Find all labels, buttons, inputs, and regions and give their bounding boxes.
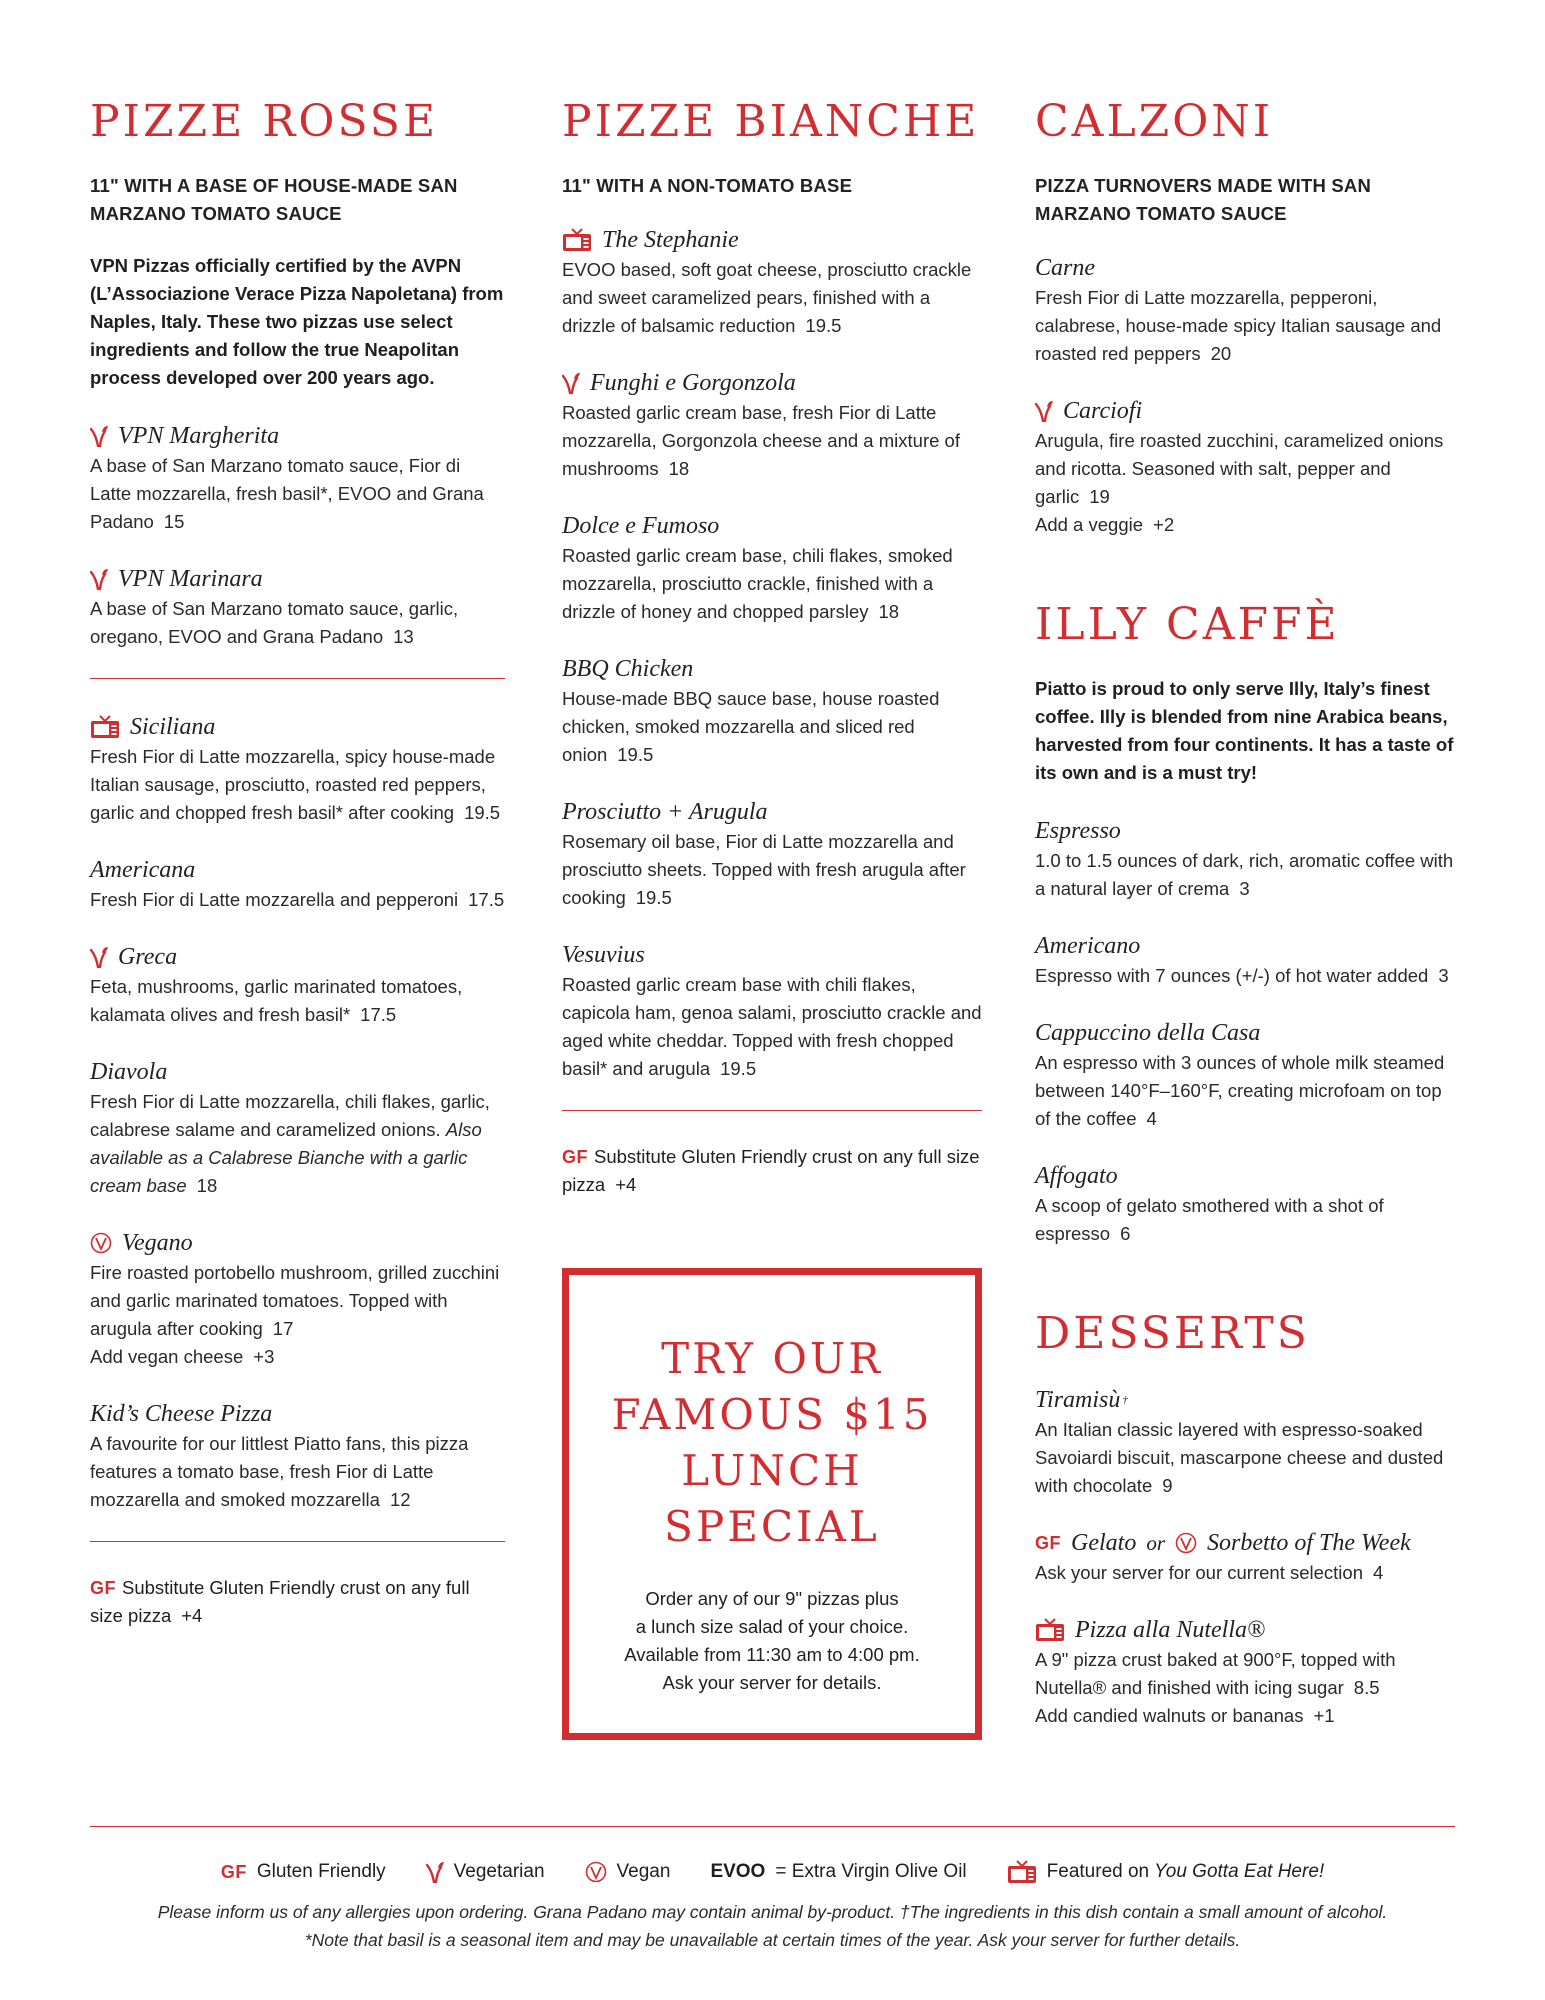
vegan-icon <box>585 1861 607 1883</box>
item-name: Carne <box>1035 255 1095 281</box>
item-desc: Espresso with 7 ounces (+/-) of hot water added <box>1035 965 1429 986</box>
item-addon-price: +1 <box>1313 1705 1335 1726</box>
item-desc: Feta, mushrooms, garlic marinated tomatoes, kalamata olives and fresh basil* <box>90 976 463 1025</box>
item-price: 12 <box>389 1489 411 1510</box>
menu-item <box>90 563 505 651</box>
item-name: VPN Margherita <box>118 423 280 449</box>
item-name: Carciofi <box>1063 398 1143 424</box>
item-desc: Arugula, fire roasted zucchini, caramelized onions and ricotta. Seasoned with salt, pepper and garlic <box>1035 430 1444 507</box>
item-desc: Fresh Fior di Latte mozzarella, chili flakes, garlic, calabrese salame and caramelized onions. <box>90 1091 490 1140</box>
item-name: Vesuvius <box>562 942 645 968</box>
item-name-or: or <box>1146 1531 1166 1555</box>
pizze-rosse-section <box>90 96 505 1630</box>
right-column <box>1035 96 1455 1757</box>
item-name: Greca <box>118 944 178 970</box>
section-title: ILLY CAFFÈ <box>1035 599 1340 650</box>
item-addon-price: +2 <box>1153 514 1175 535</box>
menu-item <box>562 367 982 483</box>
item-desc: Ask your server for our current selection <box>1035 1562 1363 1583</box>
section-subtitle: 11" WITH A NON-TOMATO BASE <box>562 175 853 196</box>
item-desc: An Italian classic layered with espresso-soaked Savoiardi biscuit, mascarpone cheese and dusted with chocolate <box>1035 1419 1444 1496</box>
legend-label: Vegetarian <box>453 1861 545 1882</box>
item-name: Diavola <box>90 1059 168 1085</box>
legend-vegan <box>585 1861 671 1883</box>
menu-item <box>1035 1384 1455 1500</box>
item-price: 3 <box>1438 965 1449 986</box>
item-price: 19.5 <box>635 887 672 908</box>
item-price: 13 <box>393 626 414 647</box>
lunch-line: Ask your server for details. <box>662 1672 882 1693</box>
lunch-special-title: TRY OUR FAMOUS $15 LUNCH SPECIAL <box>611 1334 933 1551</box>
item-name: Americana <box>90 857 196 883</box>
item-price: 4 <box>1373 1562 1384 1583</box>
lunch-line: Order any of our 9" pizzas plus <box>645 1588 899 1609</box>
alcohol-mark: † <box>1122 1394 1128 1406</box>
menu-item <box>1035 252 1455 368</box>
menu-item <box>90 420 505 536</box>
vegetarian-icon <box>90 946 108 968</box>
section-subtitle: 11" WITH A BASE OF HOUSE-MADE SAN MARZANO TOMATO SAUCE <box>90 175 458 224</box>
item-name: Americano <box>1035 933 1141 959</box>
item-price: 19.5 <box>464 802 501 823</box>
gf-note <box>90 1574 505 1630</box>
evoo-label: EVOO <box>710 1861 766 1882</box>
item-price: 15 <box>163 511 185 532</box>
item-name: Funghi e Gorgonzola <box>590 370 796 396</box>
item-name: Espresso <box>1035 818 1121 844</box>
menu-item <box>1035 1017 1455 1133</box>
legend-show-name: You Gotta Eat Here! <box>1154 1861 1325 1882</box>
menu-item <box>562 224 982 340</box>
item-addon: Add a veggie <box>1035 514 1144 535</box>
item-name: Vegano <box>122 1230 193 1256</box>
legend-label: = Extra Virgin Olive Oil <box>775 1861 967 1882</box>
item-price: 9 <box>1162 1475 1173 1496</box>
item-price: 19.5 <box>617 744 654 765</box>
item-desc: A 9" pizza crust baked at 900°F, topped with Nutella® and finished with icing sugar <box>1035 1649 1396 1698</box>
legend-gf <box>221 1861 386 1883</box>
item-name: Dolce e Fumoso <box>562 513 720 539</box>
item-desc: Fresh Fior di Latte mozzarella, spicy house-made Italian sausage, prosciutto, roasted red peppers, garlic and chopped fresh basil* after cooking <box>90 746 496 823</box>
menu-item <box>90 941 505 1029</box>
item-price: 17.5 <box>360 1004 397 1025</box>
gf-note-text: Substitute Gluten Friendly crust on any full size pizza <box>562 1146 980 1195</box>
caffe-intro: Piatto is proud to only serve Illy, Italy’s finest coffee. Illy is blended from nine Arabica beans, harvested from four continents. It has a taste of its own and is a must try! <box>1035 678 1454 783</box>
menu-item <box>562 796 982 912</box>
item-name: BBQ Chicken <box>562 656 694 682</box>
tv-icon <box>90 715 120 739</box>
item-desc: A scoop of gelato smothered with a shot of espresso <box>1035 1195 1384 1244</box>
item-price: 18 <box>878 601 900 622</box>
item-desc: 1.0 to 1.5 ounces of dark, rich, aromatic coffee with a natural layer of crema <box>1035 850 1454 899</box>
section-title: CALZONI <box>1035 96 1274 147</box>
item-desc: Roasted garlic cream base, chili flakes, smoked mozzarella, prosciutto crackle, finished with a drizzle of honey and chopped parsley <box>562 545 953 622</box>
item-desc: EVOO based, soft goat cheese, prosciutto crackle and sweet caramelized pears, finished with a drizzle of balsamic reduction <box>562 259 972 336</box>
item-desc: House-made BBQ sauce base, house roasted chicken, smoked mozzarella and sliced red onion <box>562 688 940 765</box>
item-name: Pizza alla Nutella® <box>1075 1617 1266 1643</box>
item-desc: Roasted garlic cream base with chili flakes, capicola ham, genoa salami, prosciutto crackle and aged white cheddar. Topped with fresh chopped basil* and arugula <box>562 974 982 1079</box>
legend-evoo <box>710 1861 966 1883</box>
lunch-line: Available from 11:30 am to 4:00 pm. <box>624 1644 920 1665</box>
vegetarian-icon <box>90 425 108 447</box>
divider <box>90 1541 505 1542</box>
item-price: 3 <box>1239 878 1250 899</box>
gf-icon: GF <box>90 1578 116 1598</box>
item-price: 17 <box>272 1318 294 1339</box>
legend-label: Vegan <box>616 1861 671 1882</box>
gf-icon: GF <box>562 1147 588 1167</box>
tv-icon <box>562 228 592 252</box>
item-price: 8.5 <box>1353 1677 1380 1698</box>
section-title: PIZZE ROSSE <box>90 96 439 147</box>
allergy-notes <box>0 1898 1545 1954</box>
note-line: *Note that basil is a seasonal item and may be unavailable at certain times of the year. Ask your server for further details. <box>304 1930 1241 1950</box>
vegetarian-icon <box>562 372 580 394</box>
lunch-special-body <box>569 1585 975 1697</box>
vegan-icon <box>90 1232 112 1254</box>
item-name: Kid’s Cheese Pizza <box>90 1401 273 1427</box>
item-desc: An espresso with 3 ounces of whole milk steamed between 140°F–160°F, creating microfoam on top of the coffee <box>1035 1052 1445 1129</box>
legend <box>0 1860 1545 1884</box>
tv-icon <box>1035 1618 1065 1642</box>
lunch-line: a lunch size salad of your choice. <box>635 1616 909 1637</box>
item-price: 18 <box>196 1175 218 1196</box>
item-price: 6 <box>1120 1223 1131 1244</box>
menu-item <box>1035 395 1455 539</box>
item-price: 19 <box>1089 486 1110 507</box>
item-desc: A favourite for our littlest Piatto fans, this pizza features a tomato base, fresh Fior di Latte mozzarella and smoked mozzarella <box>90 1433 469 1510</box>
divider <box>90 678 505 679</box>
item-desc: Fire roasted portobello mushroom, grilled zucchini and garlic marinated tomatoes. Topped with arugula after cooking <box>90 1262 500 1339</box>
footer-divider <box>90 1826 1455 1827</box>
divider <box>562 1110 982 1111</box>
item-desc: A base of San Marzano tomato sauce, garlic, oregano, EVOO and Grana Padano <box>90 598 459 647</box>
gf-price: +4 <box>181 1605 203 1626</box>
section-title: PIZZE BIANCHE <box>562 96 980 147</box>
item-addon: Add candied walnuts or bananas <box>1035 1705 1304 1726</box>
item-name: Tiramisù <box>1035 1387 1121 1413</box>
menu-item <box>1035 1527 1455 1587</box>
vegetarian-icon <box>90 568 108 590</box>
menu-item <box>562 653 982 769</box>
item-price: 19.5 <box>720 1058 757 1079</box>
gf-note-text: Substitute Gluten Friendly crust on any full size pizza <box>90 1577 470 1626</box>
section-title: DESSERTS <box>1035 1308 1310 1359</box>
gf-price: +4 <box>615 1174 637 1195</box>
lunch-special-box <box>562 1268 982 1740</box>
legend-vegetarian <box>426 1861 545 1883</box>
item-desc: Roasted garlic cream base, fresh Fior di Latte mozzarella, Gorgonzola cheese and a mixture of mushrooms <box>562 402 960 479</box>
vpn-intro: VPN Pizzas officially certified by the AVPN (L’Associazione Verace Pizza Napoletana) from Naples, Italy. These two pizzas use select ingredients and follow the true Neapolitan process developed over 200 years ago. <box>90 255 504 388</box>
legend-featured <box>1007 1860 1325 1884</box>
item-price: 4 <box>1146 1108 1157 1129</box>
item-desc: Fresh Fior di Latte mozzarella, pepperoni, calabrese, house-made spicy Italian sausage and roasted red peppers <box>1035 287 1442 364</box>
gf-note <box>562 1143 982 1199</box>
menu-item <box>1035 1160 1455 1248</box>
menu-item <box>1035 930 1455 990</box>
item-desc: A base of San Marzano tomato sauce, Fior di Latte mozzarella, fresh basil*, EVOO and Grana Padano <box>90 455 484 532</box>
item-price: 17.5 <box>468 889 505 910</box>
note-line: Please inform us of any allergies upon ordering. Grana Padano may contain animal by-product. †The ingredients in this dish contain a small amount of alcohol. <box>157 1902 1388 1922</box>
gf-icon: GF <box>220 1861 247 1882</box>
menu-item <box>90 854 505 914</box>
menu-item <box>562 510 982 626</box>
item-name: Gelato <box>1071 1530 1137 1556</box>
menu-item <box>1035 815 1455 903</box>
item-name-2: Sorbetto of The Week <box>1207 1530 1411 1556</box>
pizze-bianche-section <box>562 96 982 1199</box>
item-name: Cappuccino della Casa <box>1035 1020 1261 1046</box>
item-name: Siciliana <box>130 714 216 740</box>
item-name: VPN Marinara <box>118 566 263 592</box>
item-addon-price: +3 <box>253 1346 275 1367</box>
item-price: 19.5 <box>805 315 842 336</box>
item-price: 20 <box>1210 343 1232 364</box>
item-name: Affogato <box>1035 1163 1118 1189</box>
menu-item <box>1035 1614 1455 1730</box>
vegetarian-icon <box>426 1861 444 1883</box>
item-name: Prosciutto + Arugula <box>562 799 768 825</box>
menu-item <box>90 1398 505 1514</box>
menu-item <box>90 1227 505 1371</box>
menu-item <box>90 711 505 827</box>
vegan-icon <box>1175 1532 1197 1554</box>
menu-item <box>90 1056 505 1200</box>
item-name: The Stephanie <box>602 227 739 253</box>
tv-icon <box>1007 1860 1037 1884</box>
section-subtitle: PIZZA TURNOVERS MADE WITH SAN MARZANO TOMATO SAUCE <box>1035 175 1372 224</box>
legend-label: Featured on <box>1046 1861 1150 1882</box>
item-desc-italic: Also available as a Calabrese Bianche with a garlic cream base <box>90 1119 482 1196</box>
legend-label: Gluten Friendly <box>256 1861 386 1882</box>
menu-item <box>562 939 982 1083</box>
gf-icon: GF <box>1035 1533 1061 1553</box>
item-addon: Add vegan cheese <box>90 1346 244 1367</box>
item-desc: Fresh Fior di Latte mozzarella and pepperoni <box>90 889 459 910</box>
item-price: 18 <box>668 458 690 479</box>
vegetarian-icon <box>1035 400 1053 422</box>
item-desc: Rosemary oil base, Fior di Latte mozzarella and prosciutto sheets. Topped with fresh arugula after cooking <box>562 831 966 908</box>
